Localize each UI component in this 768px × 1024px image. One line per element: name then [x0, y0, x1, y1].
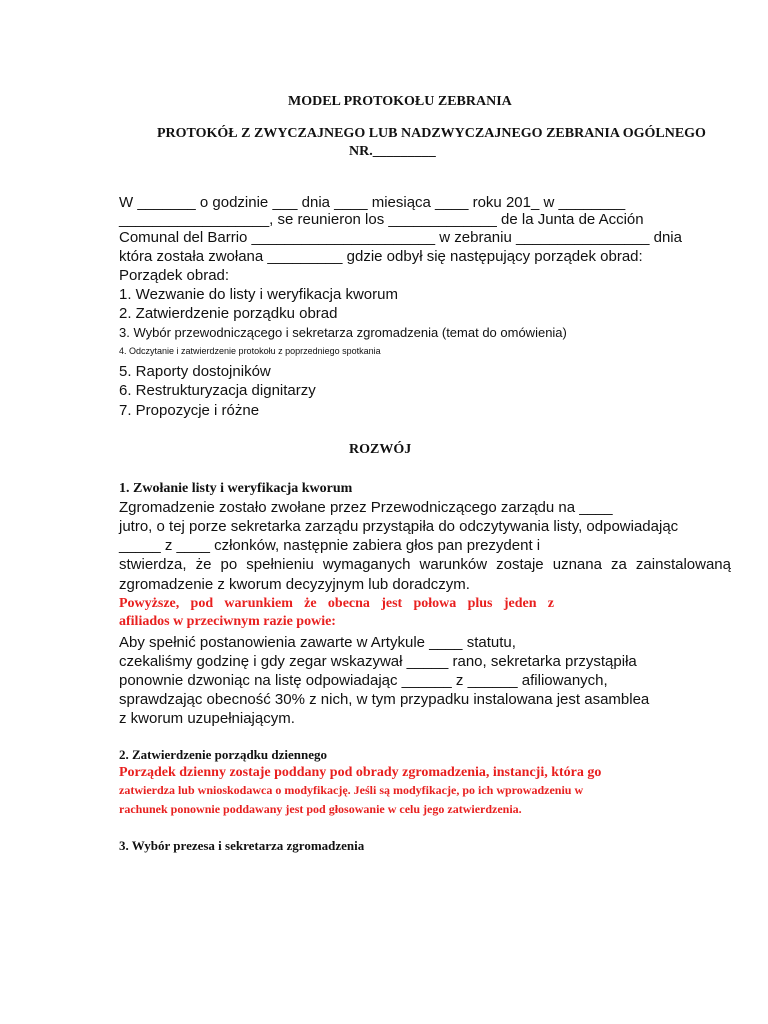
section-1-note: afiliados w przeciwnym razie powie:: [119, 614, 336, 629]
section-1-line: ponownie dzwoniąc na listę odpowiadając ______ z ______ afiliowanych,: [119, 672, 608, 689]
section-1-line: stwierdza, że po spełnieniu wymaganych warunków zostaje uznana za zainstalowaną: [119, 556, 731, 573]
section-1-line: Aby spełnić postanowienia zawarte w Artykule ____ statutu,: [119, 634, 516, 651]
agenda-label: Porządek obrad:: [119, 267, 230, 284]
agenda-item: 3. Wybór przewodniczącego i sekretarza zgromadzenia (temat do omówienia): [119, 325, 567, 340]
intro-line-4: która została zwołana _________ gdzie odbył się następujący porządek obrad:: [119, 248, 643, 265]
section-heading: ROZWÓJ: [349, 442, 412, 457]
intro-line-2: __________________, se reunieron los _____________ de la Junta de Acción: [119, 211, 644, 228]
section-2-note: rachunek ponownie poddawany jest pod głosowanie w celu jego zatwierdzenia.: [119, 802, 522, 816]
agenda-item: 2. Zatwierdzenie porządku obrad: [119, 305, 338, 322]
agenda-item: 6. Restrukturyzacja dignitarzy: [119, 382, 316, 399]
intro-line-3: Comunal del Barrio ______________________ w zebraniu ________________ dnia: [119, 229, 682, 246]
section-1-line: zgromadzenie z kworum decyzyjnym lub doradczym.: [119, 576, 470, 593]
section-1-line: z kworum uzupełniającym.: [119, 710, 295, 727]
protocol-number: NR._________: [349, 144, 436, 159]
agenda-item: 4. Odczytanie i zatwierdzenie protokołu z poprzedniego spotkania: [119, 346, 381, 356]
section-1-heading: 1. Zwołanie listy i weryfikacja kworum: [119, 481, 353, 496]
page-title: MODEL PROTOKOŁU ZEBRANIA: [288, 94, 512, 109]
section-1-note: Powyższe, pod warunkiem że obecna jest połowa plus jeden z: [119, 596, 554, 611]
agenda-item: 7. Propozycje i różne: [119, 402, 260, 419]
agenda-item: 5. Raporty dostojników: [119, 363, 271, 380]
page-subtitle: PROTOKÓŁ Z ZWYCZAJNEGO LUB NADZWYCZAJNEGO ZEBRANIA OGÓLNEGO: [157, 126, 706, 141]
section-1-line: jutro, o tej porze sekretarka zarządu przystąpiła do odczytywania listy, odpowiadając: [119, 518, 679, 535]
section-2-heading: 2. Zatwierdzenie porządku dziennego: [119, 747, 327, 762]
intro-line-1: W _______ o godzinie ___ dnia ____ miesiąca ____ roku 201_ w ________: [119, 194, 626, 211]
section-3-heading: 3. Wybór prezesa i sekretarza zgromadzenia: [119, 838, 365, 853]
section-1-line: Zgromadzenie zostało zwołane przez Przewodniczącego zarządu na ____: [119, 499, 613, 516]
section-2-note: zatwierdza lub wnioskodawca o modyfikację. Jeśli są modyfikacje, po ich wprowadzeniu w: [119, 783, 584, 797]
section-1-line: czekaliśmy godzinę i gdy zegar wskazywał _____ rano, sekretarka przystąpiła: [119, 653, 637, 670]
section-1-line: sprawdzając obecność 30% z nich, w tym przypadku instalowana jest asamblea: [119, 691, 650, 708]
agenda-item: 1. Wezwanie do listy i weryfikacja kworum: [119, 286, 398, 303]
section-1-line: _____ z ____ członków, następnie zabiera głos pan prezydent i: [119, 537, 541, 554]
section-2-note: Porządek dzienny zostaje poddany pod obrady zgromadzenia, instancji, która go: [119, 765, 602, 780]
